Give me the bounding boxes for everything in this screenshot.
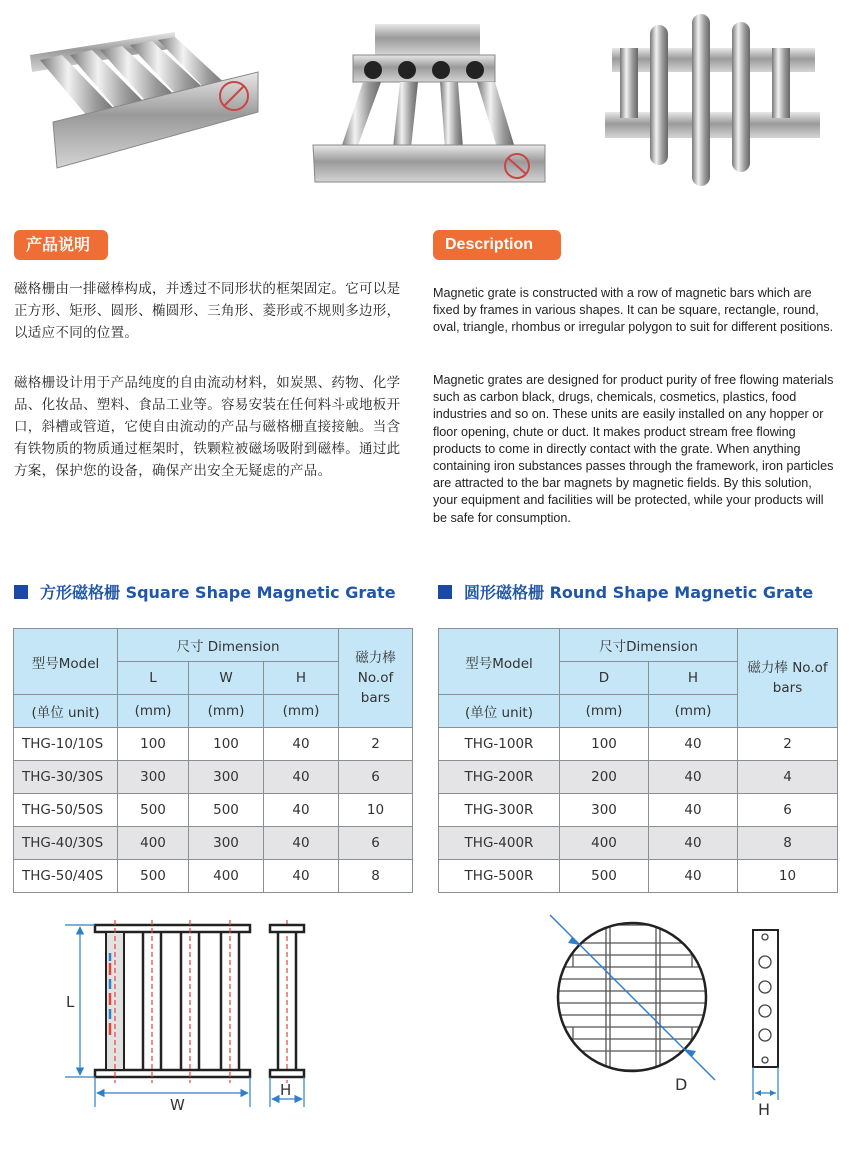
cell-model: THG-200R (439, 761, 560, 794)
cell-H: 40 (649, 860, 738, 893)
square-bullet-icon (14, 585, 28, 599)
description-cn-paragraph-2: 磁格栅设计用于产品纯度的自由流动材料，如炭黑、药物、化学品、化妆品、塑料、食品工业等。容易安装在任何料斗或地板开口，斜槽或管道，它使自由流动的产品与磁格栅直接接触。当含有铁物质的物质通过框架时，铁颗粒被磁场吸附到磁棒。通过此方案，保护您的设备，确保产出安全无疑虑的产品。 (14, 375, 401, 479)
header-H: H (264, 662, 339, 695)
cell-H: 40 (264, 860, 339, 893)
round-spec-table (438, 628, 838, 893)
product-description-badge-en: Description (433, 230, 561, 260)
table-row (14, 827, 413, 860)
table-row (439, 794, 838, 827)
table-row (14, 761, 413, 794)
cell-model: THG-500R (439, 860, 560, 893)
header-W: W (189, 662, 264, 695)
cell-bars: 10 (339, 794, 413, 827)
cell-L: 400 (118, 827, 189, 860)
cell-H: 40 (649, 728, 738, 761)
cell-bars: 10 (738, 860, 838, 893)
header-unit-mm: (mm) (264, 695, 339, 728)
round-grate-diagram (530, 905, 820, 1125)
square-bullet-icon (438, 585, 452, 599)
table-row (439, 728, 838, 761)
cell-bars: 6 (339, 827, 413, 860)
cell-L: 300 (118, 761, 189, 794)
header-dimension: 尺寸 Dimension (118, 629, 339, 662)
cell-H: 40 (264, 794, 339, 827)
header-unit-mm: (mm) (560, 695, 649, 728)
header-unit: (单位 unit) (14, 695, 118, 728)
cell-D: 300 (560, 794, 649, 827)
description-en-paragraph-1: Magnetic grate is constructed with a row of magnetic bars which are fixed by frames in various shapes. It can be square, rectangle, round, oval, triangle, rhombus or irregular polygon to suit for different positions. (433, 286, 834, 335)
cell-D: 400 (560, 827, 649, 860)
header-unit-mm: (mm) (649, 695, 738, 728)
cell-model: THG-50/50S (14, 794, 118, 827)
cell-model: THG-400R (439, 827, 560, 860)
cell-bars: 2 (339, 728, 413, 761)
table-row (439, 860, 838, 893)
cell-H: 40 (649, 794, 738, 827)
dimension-label-H: H (758, 1100, 771, 1119)
header-bars: 磁力棒 No.of bars (339, 629, 413, 728)
product-photo-square-grate-3 (600, 0, 820, 205)
cell-bars: 6 (738, 794, 838, 827)
cell-H: 40 (649, 761, 738, 794)
cell-model: THG-100R (439, 728, 560, 761)
product-photo-square-grate-2 (305, 0, 555, 205)
cell-D: 200 (560, 761, 649, 794)
cell-D: 100 (560, 728, 649, 761)
header-D: D (560, 662, 649, 695)
dimension-label-H: H (280, 1081, 292, 1099)
cell-model: THG-50/40S (14, 860, 118, 893)
table-row (439, 761, 838, 794)
header-dimension: 尺寸Dimension (560, 629, 738, 662)
cell-L: 500 (118, 794, 189, 827)
cell-W: 500 (189, 794, 264, 827)
header-model: 型号Model (14, 629, 118, 695)
square-grate-diagram (40, 905, 330, 1120)
cell-W: 300 (189, 827, 264, 860)
product-description-badge-cn: 产品说明 (14, 230, 108, 260)
square-section-title-text: 方形磁格栅 Square Shape Magnetic Grate (40, 583, 396, 602)
cell-bars: 8 (738, 827, 838, 860)
cell-model: THG-40/30S (14, 827, 118, 860)
cell-H: 40 (264, 728, 339, 761)
cell-L: 500 (118, 860, 189, 893)
cell-W: 400 (189, 860, 264, 893)
cell-model: THG-300R (439, 794, 560, 827)
table-row (14, 728, 413, 761)
cell-model: THG-30/30S (14, 761, 118, 794)
cell-H: 40 (649, 827, 738, 860)
table-row (14, 860, 413, 893)
square-spec-table (13, 628, 413, 893)
header-unit-mm: (mm) (118, 695, 189, 728)
table-row (14, 794, 413, 827)
dimension-label-D: D (675, 1075, 688, 1094)
cell-H: 40 (264, 761, 339, 794)
header-H: H (649, 662, 738, 695)
cell-D: 500 (560, 860, 649, 893)
dimension-label-L: L (66, 993, 75, 1011)
cell-bars: 2 (738, 728, 838, 761)
header-L: L (118, 662, 189, 695)
table-row (439, 827, 838, 860)
cell-W: 100 (189, 728, 264, 761)
cell-bars: 4 (738, 761, 838, 794)
round-section-title (438, 580, 813, 603)
cell-H: 40 (264, 827, 339, 860)
header-unit: (单位 unit) (439, 695, 560, 728)
cell-bars: 6 (339, 761, 413, 794)
header-bars: 磁力棒 No.of bars (738, 629, 838, 728)
dimension-label-W: W (170, 1096, 185, 1114)
square-section-title (14, 580, 396, 603)
round-section-title-text: 圆形磁格栅 Round Shape Magnetic Grate (464, 583, 814, 602)
header-model: 型号Model (439, 629, 560, 695)
product-photo-square-grate-1 (20, 0, 270, 205)
cell-bars: 8 (339, 860, 413, 893)
cell-W: 300 (189, 761, 264, 794)
cell-L: 100 (118, 728, 189, 761)
description-cn-paragraph-1: 磁格栅由一排磁棒构成，并透过不同形状的框架固定。它可以是正方形、矩形、圆形、椭圆形、三角形、菱形或不规则多边形，以适应不同的位置。 (14, 281, 401, 341)
cell-model: THG-10/10S (14, 728, 118, 761)
description-en-paragraph-2: Magnetic grates are designed for product purity of free flowing materials such as carbon black, drugs, chemicals, cosmetics, plastics, food industries and so on. These units are easily installed on any hopper or floor opening, chute or duct. It makes product stream free flowing products to come in directly contact with the grate. When anything containing iron substances passes through the framework, iron particles are attracted to the bar magnets by magnetic fields. By this solution, your equipment and facilities will be protected, while your products will be safe for consumption. (433, 373, 834, 525)
header-unit-mm: (mm) (189, 695, 264, 728)
